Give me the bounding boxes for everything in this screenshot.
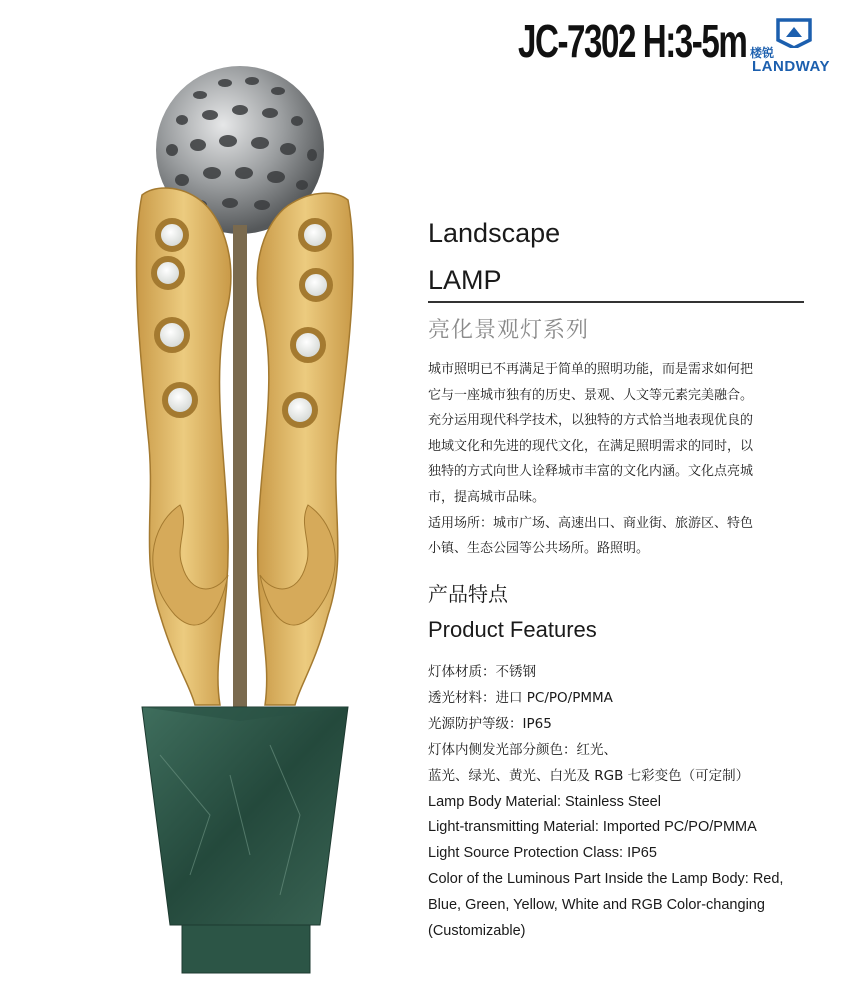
intro-line: 城市照明已不再满足于简单的照明功能，而是需求如何把 — [428, 362, 754, 377]
right-gold-feather-panel — [257, 193, 353, 705]
spec-line-cn: 透光材料：进口 PC/PO/PMMA — [428, 689, 613, 706]
features-list — [428, 660, 848, 945]
spec-line-en: Lamp Body Material: Stainless Steel — [428, 793, 661, 810]
spec-line-cn: 蓝光、绿光、黄光、白光及 RGB 七彩变色（可定制） — [428, 767, 750, 784]
brand-cn-text: 楼锐 — [750, 46, 775, 60]
lamp-pole — [233, 225, 247, 715]
intro-paragraph — [428, 357, 818, 562]
left-gold-feather-panel — [136, 188, 230, 705]
intro-line: 适用场所：城市广场、高速出口、商业街、旅游区、特色 — [428, 515, 754, 531]
spec-line-en: Light-transmitting Material: Imported PC/PO/PMMA — [428, 819, 757, 836]
intro-line: 市，提高城市品味。 — [428, 489, 546, 505]
intro-line: 独特的方式向世人诠释城市丰富的文化内涵。文化点亮城 — [428, 464, 754, 480]
title-line-2: LAMP — [428, 265, 502, 295]
intro-line: 小镇、生态公园等公共场所。路照明。 — [428, 541, 650, 557]
spec-line-en: Color of the Luminous Part Inside the Lamp Body: Red, — [428, 871, 784, 888]
spec-line-en: Light Source Protection Class: IP65 — [428, 845, 657, 862]
brand-logo — [750, 18, 846, 78]
series-subtitle: 亮化景观灯系列 — [428, 318, 590, 343]
spec-line-en: (Customizable) — [428, 923, 526, 940]
spec-line-cn: 灯体内侧发光部分颜色：红光、 — [428, 741, 617, 758]
model-and-height: JC-7302 H:3-5m — [518, 15, 747, 67]
spec-line-cn: 光源防护等级：IP65 — [428, 715, 552, 732]
intro-line: 它与一座城市独有的历史、景观、人文等元素完美融合。 — [428, 387, 754, 403]
spec-line-cn: 灯体材质：不锈钢 — [428, 664, 536, 680]
intro-line: 地域文化和先进的现代文化，在满足照明需求的同时，以 — [428, 438, 754, 454]
brand-mark-icon — [774, 18, 814, 48]
intro-line: 充分运用现代科学技术，以独特的方式恰当地表现优良的 — [428, 413, 754, 429]
marble-base — [142, 707, 348, 973]
title-line-1: Landscape — [428, 218, 561, 248]
lamp-product-image — [120, 55, 370, 980]
title-divider — [428, 301, 804, 303]
spec-line-en: Blue, Green, Yellow, White and RGB Color-changing — [428, 897, 765, 914]
brand-en-text: LANDWAY — [752, 58, 830, 75]
features-heading-cn: 产品特点 — [428, 582, 508, 606]
features-heading-en: Product Features — [428, 617, 597, 642]
